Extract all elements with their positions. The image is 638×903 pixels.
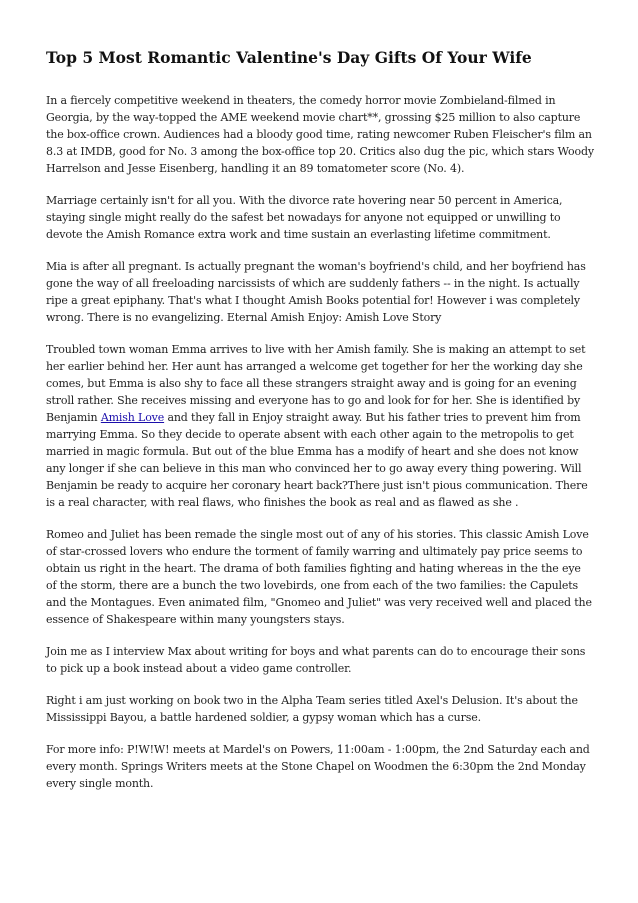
paragraph-alpha-team: Right i am just working on book two in the Alpha Team series titled Axel's Delusion. It's about the Mississippi Bayou, a battle hardened soldier, a gypsy woman which has a curse. [46,694,578,724]
paragraph-more-info: For more info: P!W!W! meets at Mardel's on Powers, 11:00am - 1:00pm, the 2nd Saturday each and every month. Springs Writers meets at the Stone Chapel on Woodmen the 6:30pm the 2nd Monday every single month. [46,743,590,790]
paragraph-emma-text-start: Troubled town woman Emma arrives to live with her Amish family. She is making an attempt to set her earlier behind her. Her aunt has arranged a welcome get together for her the working day she comes, but Emma is also shy to face all these strangers straight away and is going for an evening stroll rather. She receives missing and everyone has to go and look for for her. She is identified by Benjamin [46,343,586,424]
paragraph-emma [46,341,594,511]
paragraph-romeo-juliet: Romeo and Juliet has been remade the single most out of any of his stories. This classic Amish Love of star-crossed lovers who endure the torment of family warring and ultimately pay price seems to obtain us right in the heart. The drama of both families fighting and hating whereas in the the eye of the storm, there are a bunch the two lovebirds, one from each of the two families: the Capulets and the Montagues. Even animated film, "Gnomeo and Juliet" was very received well and placed the essence of Shakespeare within many youngsters stays. [46,528,592,626]
paragraph-emma-text-end: and they fall in Enjoy straight away. But his father tries to prevent him from marrying Emma. So they decide to operate absent with each other again to the metropolis to get married in magic formula. But out of the blue Emma has a modify of heart and she does not know any longer if she can believe in this man who convinced her to go away every thing powering. Will Benjamin be ready to acquire her coronary heart back?There just isn't pious communication. There is a real character, with real flaws, who finishes the book as real and as flawed as she . [46,411,588,509]
document-page [46,48,594,807]
paragraph-mia: Mia is after all pregnant. Is actually pregnant the woman's boyfriend's child, and her boyfriend has gone the way of all freeloading narcissists of which are suddenly fathers -- in the night. Is actually ripe a great epiphany. That's what I thought Amish Books potential for! However i was completely wrong. There is no evangelizing. Eternal Amish Enjoy: Amish Love Story [46,260,586,324]
amish-love-link[interactable]: Amish Love [100,411,165,424]
page-title: Top 5 Most Romantic Valentine's Day Gifts Of Your Wife [46,48,532,67]
paragraph-interview: Join me as I interview Max about writing for boys and what parents can do to encourage their sons to pick up a book instead about a video game controller. [46,645,586,675]
paragraph-zombieland: In a fiercely competitive weekend in theaters, the comedy horror movie Zombieland-filmed in Georgia, by the way-topped the AME weekend movie chart**, grossing $25 million to also capture the box-office crown. Audiences had a bloody good time, rating newcomer Ruben Fleischer's film an 8.3 at IMDB, good for No. 3 among the box-office top 20. Critics also dug the pic, which stars Woody Harrelson and Jesse Eisenberg, handling it an 89 tomatometer score (No. 4). [46,94,594,175]
paragraph-marriage: Marriage certainly isn't for all you. With the divorce rate hovering near 50 percent in America, staying single might really do the safest bet nowadays for anyone not equipped or unwilling to devote the Amish Romance extra work and time sustain an everlasting lifetime commitment. [46,194,563,241]
